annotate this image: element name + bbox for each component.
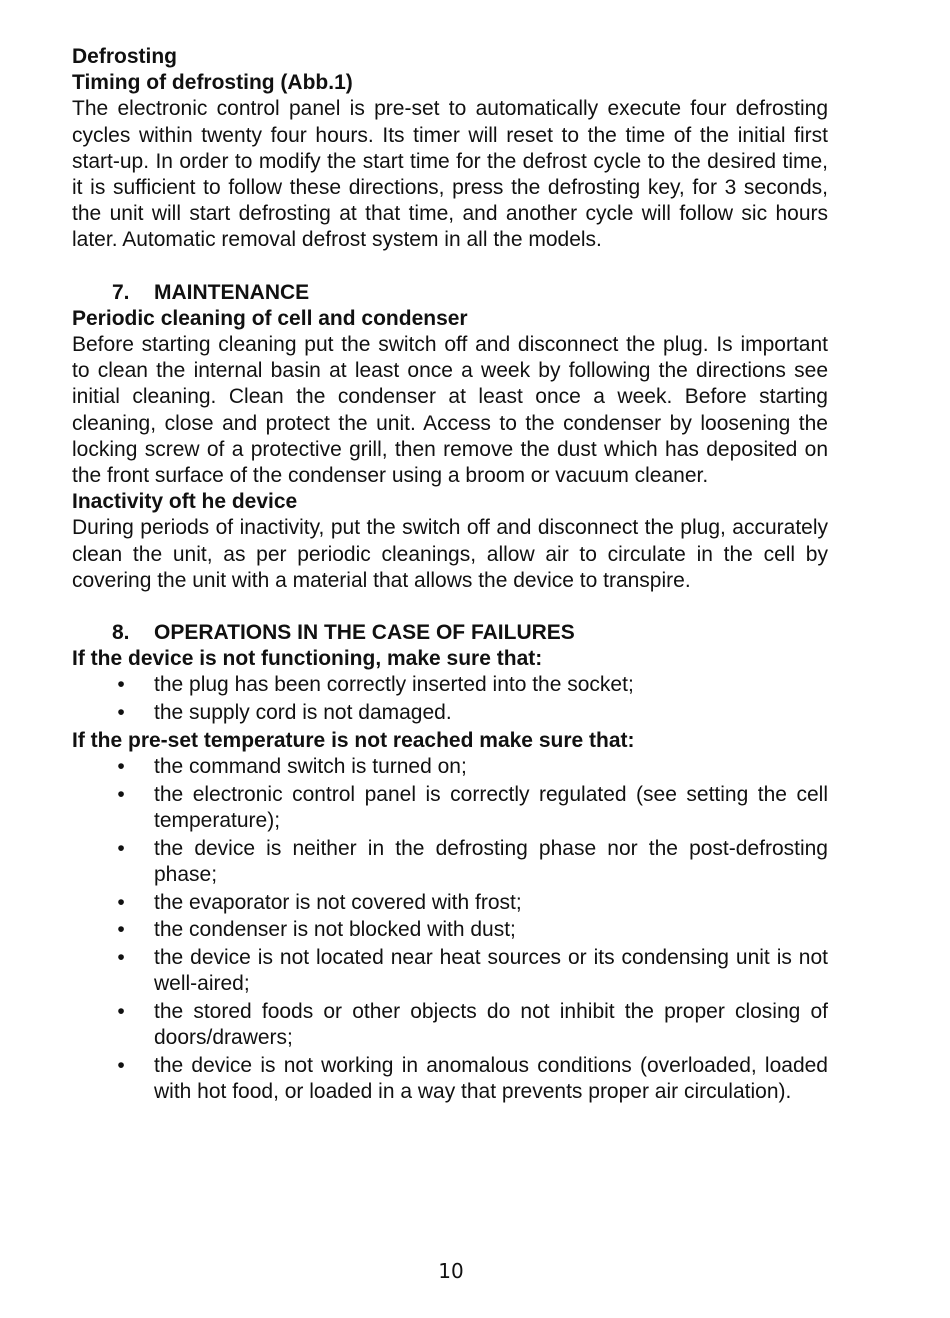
temperature-checklist: [72, 754, 828, 1105]
bullet-icon: •: [117, 999, 125, 1023]
section-gap: [72, 594, 828, 620]
list-item: [72, 890, 828, 916]
failures-section-title: [72, 620, 828, 646]
list-item: [72, 945, 828, 997]
bullet-icon: •: [117, 1053, 125, 1077]
list-item-text: the device is not located near heat sources or its condensing unit is not well-aired;: [154, 946, 828, 996]
list-item-text: the evaporator is not covered with frost;: [154, 890, 522, 914]
bullet-icon: •: [117, 701, 125, 725]
list-item: [72, 999, 828, 1051]
bullet-icon: •: [117, 836, 125, 860]
maintenance-section-number: 7.: [112, 280, 130, 304]
periodic-cleaning-paragraph: Before starting cleaning put the switch off and disconnect the plug. Is important to clean the internal basin at least once a week by following the directions see initial cleaning. Clean the condenser at least once a week. Before starting cleaning, close and protect the unit. Access to the condenser by loosening the locking screw of a protective grill, then remove the dust which has deposited on the front surface of the condenser using a broom or vacuum cleaner.: [72, 333, 828, 488]
bullet-icon: •: [117, 918, 125, 942]
list-item-text: the plug has been correctly inserted into the socket;: [154, 673, 634, 697]
bullet-icon: •: [117, 755, 125, 779]
defrosting-heading: Defrosting: [72, 45, 177, 68]
not-functioning-list: [72, 672, 828, 726]
defrosting-timing-heading: Timing of defrosting (Abb.1): [72, 71, 353, 95]
list-item: [72, 672, 828, 698]
defrosting-paragraph: The electronic control panel is pre-set to automatically execute four defrosting cycles within twenty four hours. Its timer will reset to the time of the initial first start-up. In order to modify the start time for the defrost cycle to the desired time, it is sufficient to follow these directions, press the defrosting key, for 3 seconds, the unit will start defrosting at that time, and another cycle will follow sic hours later. Automatic removal defrost system in all the models.: [72, 97, 828, 252]
list-item-text: the electronic control panel is correctly regulated (see setting the cell temperature);: [154, 782, 828, 832]
inactivity-heading: Inactivity oft he device: [72, 490, 298, 514]
inactivity-paragraph: During periods of inactivity, put the switch off and disconnect the plug, accurately clean the unit, as per periodic cleanings, allow air to circulate in the cell by covering the unit with a material that allows the device to transpire.: [72, 516, 828, 592]
list-item-text: the supply cord is not damaged.: [154, 701, 452, 725]
maintenance-section-label: MAINTENANCE: [154, 280, 310, 304]
failures-section-number: 8.: [112, 621, 130, 645]
list-item: [72, 700, 828, 726]
bullet-icon: •: [117, 673, 125, 697]
list-item: [72, 836, 828, 888]
list-item: [72, 917, 828, 943]
list-item-text: the device is neither in the defrosting phase nor the post-defrosting phase;: [154, 836, 828, 886]
list-item-text: the device is not working in anomalous conditions (overloaded, loaded with hot food, or loaded in a way that prevents proper air circulation).: [154, 1053, 828, 1104]
failures-section-label: OPERATIONS IN THE CASE OF FAILURES: [154, 621, 575, 645]
list-item: [72, 782, 828, 834]
list-item-text: the command switch is turned on;: [154, 755, 467, 779]
section-gap: [72, 254, 828, 280]
list-item-text: the stored foods or other objects do not inhibit the proper closing of doors/drawers;: [154, 999, 828, 1050]
bullet-icon: •: [117, 782, 125, 806]
maintenance-section-title: [72, 280, 828, 306]
periodic-cleaning-heading: Periodic cleaning of cell and condenser: [72, 306, 468, 330]
list-item-text: the condenser is not blocked with dust;: [154, 918, 516, 942]
list-item: [72, 754, 828, 780]
not-functioning-heading: If the device is not functioning, make sure that:: [72, 647, 543, 671]
list-item: [72, 1053, 828, 1105]
manual-page: [72, 44, 828, 1107]
temperature-heading: If the pre-set temperature is not reached make sure that:: [72, 728, 635, 752]
bullet-icon: •: [117, 946, 125, 969]
bullet-icon: •: [117, 890, 125, 914]
page-number: 10: [438, 1259, 464, 1283]
